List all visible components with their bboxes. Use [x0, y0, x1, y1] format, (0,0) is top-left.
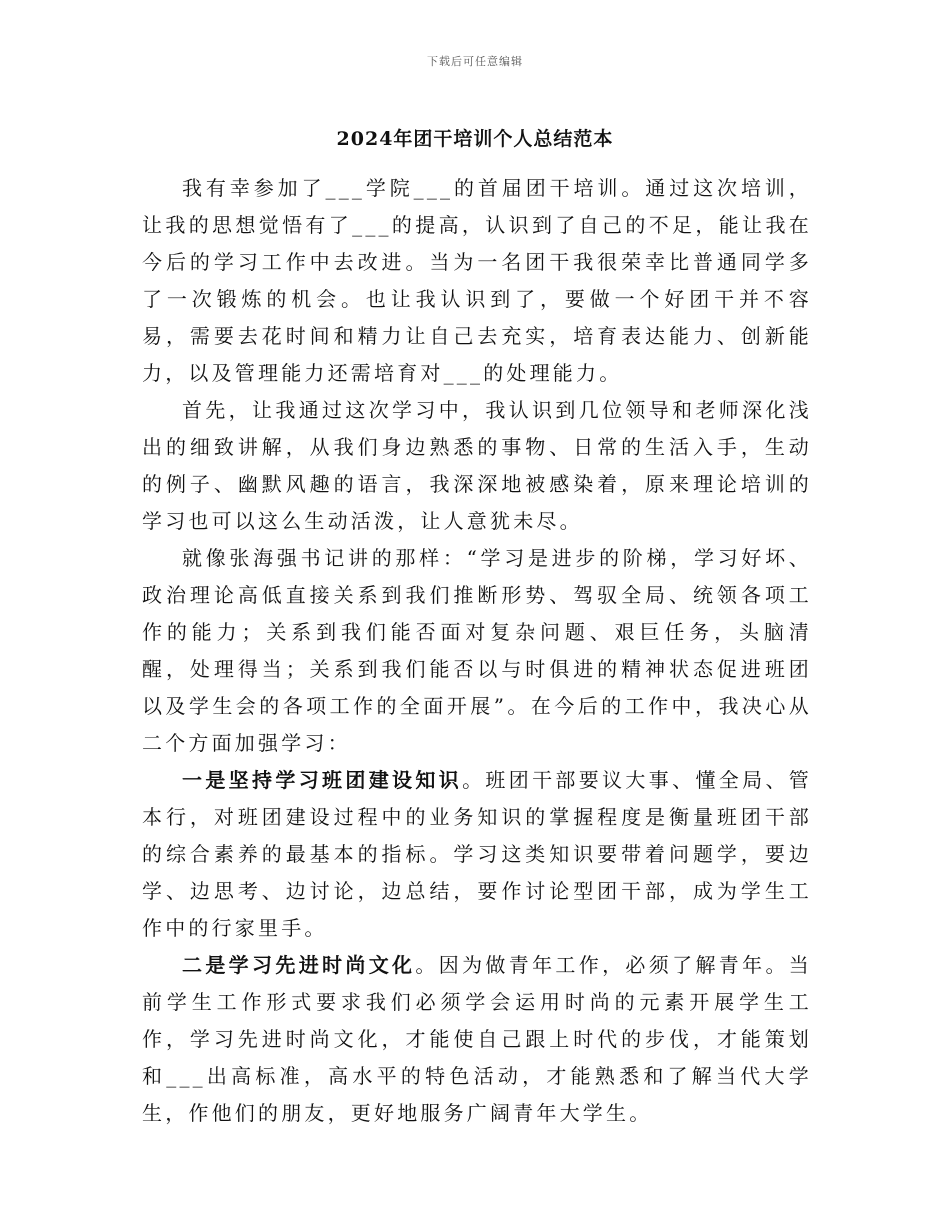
- paragraph-intro: [142, 170, 812, 392]
- paragraph-quote: [142, 540, 812, 762]
- paragraph-first: [142, 392, 812, 540]
- paragraph-text: 首先，让我通过这次学习中，我认识到几位领导和老师深化浅出的细致讲解，从我们身边熟悉的事物、日常的生活入手，生动的例子、幽默风趣的语言，我深深地被感染着，原来理论培训的学习也可以这么生动活泼，让人意犹未尽。: [142, 398, 812, 533]
- paragraph-lead: 二是学习先进时尚文化: [182, 953, 416, 977]
- paragraph-text: 就像张海强书记讲的那样：“学习是进步的阶梯，学习好坏、政治理论高低直接关系到我们推断形势、驾驭全局、统领各项工作的能力；关系到我们能否面对复杂问题、艰巨任务，头脑清醒，处理得当；关系到我们能否以与时俱进的精神状态促进班团以及学生会的各项工作的全面开展”。在今后的工作中，我决心从二个方面加强学习：: [142, 546, 812, 755]
- paragraph-text: 我有幸参加了___学院___的首届团干培训。通过这次培训，让我的思想觉悟有了___的提高，认识到了自己的不足，能让我在今后的学习工作中去改进。当为一名团干我很荣幸比普通同学多了一次锻炼的机会。也让我认识到了，要做一个好团干并不容易，需要去花时间和精力让自己去充实，培育表达能力、创新能力，以及管理能力还需培育对___的处理能力。: [142, 176, 812, 385]
- paragraph-text: 。班团干部要议大事、懂全局、管本行，对班团建设过程中的业务知识的掌握程度是衡量班团干部的综合素养的最基本的指标。学习这类知识要带着问题学，要边学、边思考、边讨论，边总结，要作讨论型团干部，成为学生工作中的行家里手。: [142, 768, 812, 940]
- paragraph-point-two: [142, 947, 812, 1132]
- paragraph-text: 。因为做青年工作，必须了解青年。当前学生工作形式要求我们必须学会运用时尚的元素开展学生工作，学习先进时尚文化，才能使自己跟上时代的步伐，才能策划和___出高标准，高水平的特色活动，才能熟悉和了解当代大学生，作他们的朋友，更好地服务广阔青年大学生。: [142, 953, 813, 1125]
- paragraph-point-one: [142, 762, 812, 947]
- header-note: 下载后可任意编辑: [427, 55, 523, 68]
- paragraph-lead: 一是坚持学习班团建设知识: [182, 768, 463, 792]
- document-title: 2024年团干培训个人总结范本: [336, 128, 614, 150]
- document-body: [142, 170, 812, 1132]
